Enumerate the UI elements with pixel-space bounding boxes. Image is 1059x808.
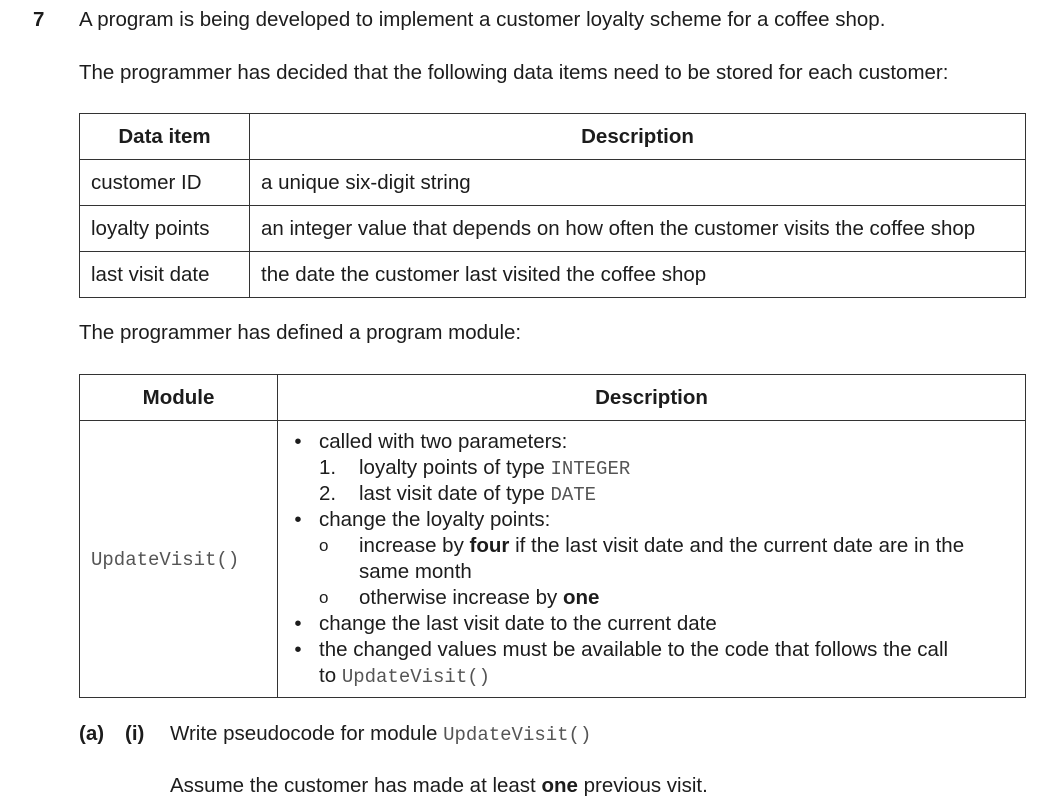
part-label-i: (i) [125,722,145,745]
sub-bullet-text: increase by four if the last visit date and the current date are in the [359,534,965,557]
list-item [288,429,1015,455]
list-item [288,663,1015,689]
table-row [80,160,1026,206]
part-label-a: (a) [79,722,105,745]
circle-bullet-icon: o [319,588,329,607]
bullet-icon: • [294,430,302,453]
list-item [288,611,1015,637]
list-item [288,559,1015,585]
number-label: 2. [319,482,337,505]
assumption-text: Assume the customer has made at least one previous visit. [170,774,708,797]
sub-bullet-text: same month [359,560,472,583]
bullet-text: change the last visit date to the current date [319,612,717,635]
module-name-cell [80,421,278,698]
param-text: loyalty points of type INTEGER [359,456,631,480]
table-header-row [80,375,1026,421]
header-data-item: Data item [80,114,250,160]
data-item-cell: customer ID [80,160,250,206]
module-intro: The programmer has defined a program module: [79,321,522,344]
list-item [288,481,1015,507]
description-cell: an integer value that depends on how often the customer visits the coffee shop [250,206,1026,252]
bullet-text: called with two parameters: [319,430,568,453]
list-item [288,455,1015,481]
bullet-icon: • [294,612,302,635]
question-number: 7 [33,8,45,31]
header-description: Description [250,114,1026,160]
sub-bullet-text: otherwise increase by one [359,586,600,609]
table-header-row [80,114,1026,160]
bullet-icon: • [294,638,302,661]
number-label: 1. [319,456,337,479]
data-item-cell: loyalty points [80,206,250,252]
bullet-text: to UpdateVisit() [319,664,491,688]
bullet-text: the changed values must be available to the code that follows the call [319,638,949,661]
table-row [80,206,1026,252]
module-description-cell [278,421,1026,698]
list-item [288,637,1015,663]
circle-bullet-icon: o [319,536,329,555]
data-items-table [79,113,1026,298]
list-item [288,507,1015,533]
bullet-icon: • [294,508,302,531]
data-item-cell: last visit date [80,252,250,298]
bullet-text: change the loyalty points: [319,508,551,531]
module-table [79,374,1026,698]
header-description: Description [278,375,1026,421]
data-items-intro: The programmer has decided that the following data items need to be stored for each customer: [79,61,949,84]
param-text: last visit date of type DATE [359,482,597,506]
description-cell: a unique six-digit string [250,160,1026,206]
table-row [80,252,1026,298]
header-module: Module [80,375,278,421]
module-name: UpdateVisit() [91,549,240,571]
list-item [288,585,1015,611]
part-instruction: Write pseudocode for module UpdateVisit() [170,722,592,746]
list-item [288,533,1015,559]
description-cell: the date the customer last visited the coffee shop [250,252,1026,298]
table-row [80,421,1026,698]
question-intro: A program is being developed to implement a customer loyalty scheme for a coffee shop. [79,8,886,31]
